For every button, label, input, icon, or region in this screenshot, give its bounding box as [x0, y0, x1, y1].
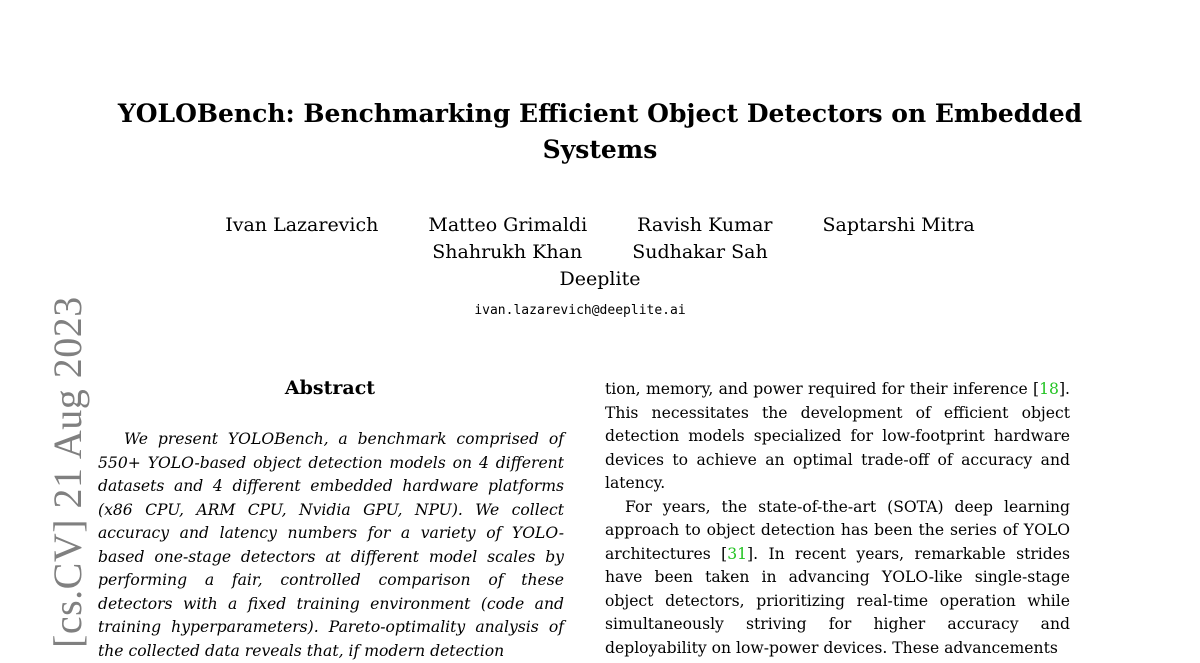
author-row-2	[80, 239, 1120, 266]
paragraph-text: ]. In recent years, remarkable strides have been taken in advancing YOLO-like single-stage object detectors, prioritizing real-time operation while simultaneously striving for higher accuracy and deployability on low-power devices. These advancements	[605, 544, 1070, 657]
citation-link[interactable]: 31	[727, 544, 748, 563]
arxiv-sidebar-stamp: [cs.CV] 21 Aug 2023	[45, 296, 90, 648]
paragraph-text: ]. This necessitates the development of efficient object detection models specialized for low-footprint hardware devices to achieve an optimal trade-off of accuracy and latency.	[605, 380, 1070, 492]
author-name: Matteo Grimaldi	[428, 214, 588, 236]
author-name: Shahrukh Khan	[432, 241, 583, 263]
paper-title: YOLOBench: Benchmarking Efficient Object Detectors on Embedded Systems	[117, 99, 1083, 164]
abstract-heading: Abstract	[284, 377, 376, 399]
author-name: Saptarshi Mitra	[822, 214, 975, 236]
author-name: Ravish Kumar	[637, 214, 773, 236]
affiliation: Deeplite	[559, 268, 641, 290]
author-name: Sudhakar Sah	[632, 241, 768, 263]
paragraph-text: For years, the state-of-the-art (SOTA) deep learning approach to object detection has been the series of YOLO architectures [	[605, 497, 1070, 563]
author-row-1	[80, 212, 1120, 239]
intro-paragraph	[605, 378, 1070, 496]
author-email: ivan.lazarevich@deeplite.ai	[474, 303, 686, 318]
author-block	[80, 212, 1120, 293]
citation-link[interactable]: 18	[1039, 380, 1059, 398]
abstract-body: We present YOLOBench, a benchmark comprised of 550+ YOLO-based object detection models on 4 different datasets and 4 different embedded hardware platforms (x86 CPU, ARM CPU, Nvidia GPU, NPU). We collect accuracy and latency numbers for a variety of YOLO-based one-stage detectors at different model scales by performing a fair, controlled comparison of these detectors with a fixed training environment (code and training hyperparameters). Pareto-optimality analysis of the collected data reveals that, if modern detection	[98, 430, 564, 660]
paragraph-text: tion, memory, and power required for their inference [	[605, 380, 1040, 398]
intro-column	[605, 378, 1070, 657]
intro-paragraph	[605, 496, 1070, 661]
author-name: Ivan Lazarevich	[225, 214, 379, 236]
